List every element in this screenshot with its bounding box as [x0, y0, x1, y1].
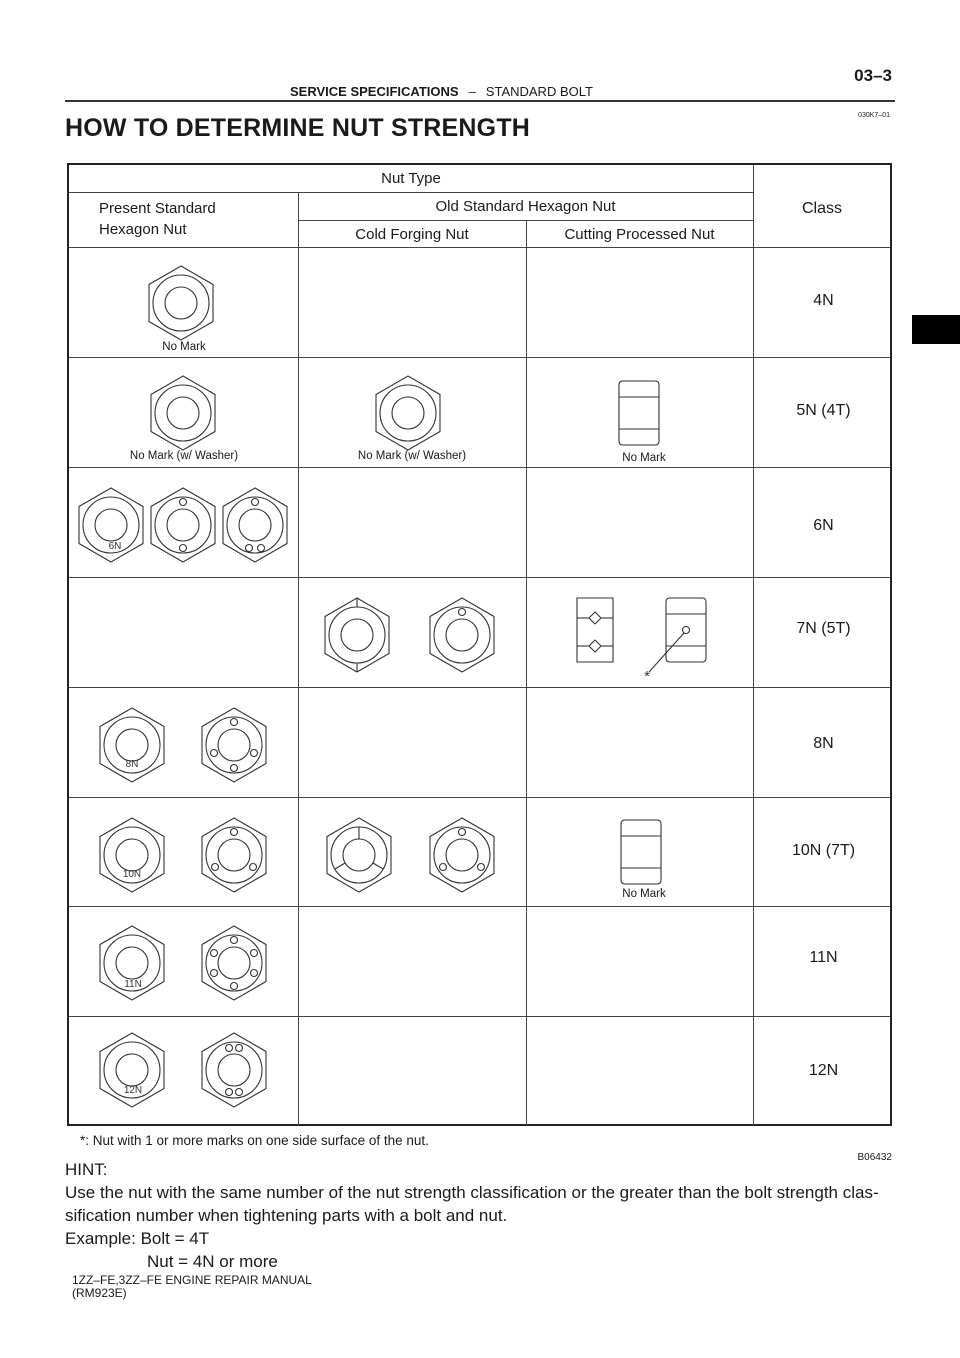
slotted-hex-nut-icon: [325, 598, 389, 672]
header-subsection: STANDARD BOLT: [485, 84, 593, 99]
hex-nut-8n-icon: [100, 708, 164, 782]
nut-side-view-icon: [621, 820, 661, 884]
embossed-10n: 10N: [122, 869, 142, 880]
hint-example-1: Example: Bolt = 4T: [65, 1229, 210, 1248]
page-footer: [72, 1274, 312, 1300]
slotted-hex-nut-icon: [327, 818, 391, 892]
nut-side-view-icon: [619, 381, 659, 445]
class-header: Class: [801, 200, 842, 217]
embossed-8n: 8N: [125, 759, 139, 770]
class-10n: 10N (7T): [791, 842, 856, 859]
doc-code: 030K7–01: [858, 112, 890, 119]
page-number: 03–3: [854, 66, 892, 85]
header-rule: [65, 100, 895, 102]
hex-nut-dot-marks-icon: [202, 818, 266, 892]
footer-manual-code: (RM923E): [72, 1286, 127, 1300]
label-10n-cutting: No Mark: [622, 888, 666, 900]
nut-illustrations: [69, 165, 890, 1126]
old-standard-header: Old Standard Hexagon Nut: [435, 198, 616, 215]
hex-nut-washer-icon: [151, 376, 215, 450]
label-4n-present: No Mark: [162, 341, 206, 353]
class-6n: 6N: [813, 517, 834, 534]
embossed-11n: 11N: [124, 979, 142, 990]
class-7n: 7N (5T): [796, 620, 851, 637]
hex-nut-dot-marks-icon: [223, 488, 287, 562]
section-tab-marker: [912, 315, 960, 344]
notched-side-nut-icon: [577, 598, 613, 662]
hex-nut-dot-marks-icon: [430, 818, 494, 892]
table-footnote: *: Nut with 1 or more marks on one side surface of the nut.: [80, 1133, 429, 1148]
footer-manual-name: 1ZZ–FE,3ZZ–FE ENGINE REPAIR MANUAL: [72, 1273, 312, 1287]
hint-label: HINT:: [65, 1160, 108, 1179]
hex-nut-dot-marks-icon: [430, 598, 494, 672]
present-standard-header: Present Standard Hexagon Nut: [99, 200, 216, 238]
hex-nut-icon: [149, 266, 213, 340]
hex-nut-dot-marks-icon: [151, 488, 215, 562]
class-8n: 8N: [813, 735, 834, 752]
hex-nut-dot-marks-icon: [202, 1033, 266, 1107]
page-title: HOW TO DETERMINE NUT STRENGTH: [65, 114, 531, 142]
embossed-6n: 6N: [108, 541, 122, 552]
hint-block: [65, 1158, 905, 1273]
class-4n: 4N: [813, 292, 834, 309]
label-5n-cutting: No Mark: [622, 452, 666, 464]
nut-type-header: Nut Type: [381, 170, 441, 187]
hint-example-2: Nut = 4N or more: [147, 1252, 278, 1271]
nut-strength-table: [67, 163, 892, 1126]
cold-forging-header: Cold Forging Nut: [355, 226, 469, 243]
hint-text: Use the nut with the same number of the nut strength classification or the greater than the bolt strength clas- sification number when tightening parts with a bolt and nut.: [65, 1183, 879, 1225]
header-section: SERVICE SPECIFICATIONS: [290, 84, 459, 99]
asterisk-mark: *: [644, 668, 650, 685]
class-5n: 5N (4T): [796, 402, 851, 419]
running-header: [290, 84, 593, 99]
label-5n-present: No Mark (w/ Washer): [129, 450, 239, 462]
hex-nut-dot-marks-icon: [202, 708, 266, 782]
hex-nut-dot-marks-icon: [202, 926, 266, 1000]
cutting-processed-header: Cutting Processed Nut: [564, 226, 715, 243]
figure-id: B06432: [857, 1152, 892, 1163]
embossed-12n: 12N: [123, 1085, 143, 1096]
marked-side-nut-icon: [649, 598, 706, 672]
hex-nut-washer-icon: [376, 376, 440, 450]
label-5n-cold: No Mark (w/ Washer): [357, 450, 467, 462]
class-12n: 12N: [808, 1062, 839, 1079]
class-11n: 11N: [809, 949, 838, 966]
header-separator: –: [468, 84, 476, 99]
hex-nut-10n-icon: [100, 818, 164, 892]
